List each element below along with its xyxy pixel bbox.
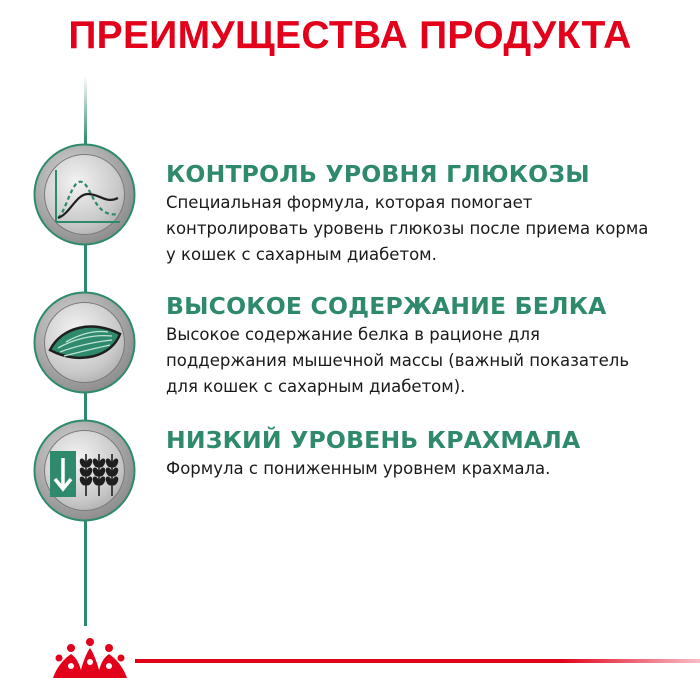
page-title: ПРЕИМУЩЕСТВА ПРОДУКТА (68, 14, 632, 57)
benefit-desc-glucose (166, 190, 686, 268)
benefit-heading-starch: НИЗКИЙ УРОВЕНЬ КРАХМАЛА (166, 426, 581, 454)
benefit-heading-protein: ВЫСОКОЕ СОДЕРЖАНИЕ БЕЛКА (166, 292, 607, 320)
glucose-curve-icon (32, 142, 137, 247)
desc-line: у кошек с сахарным диабетом. (166, 245, 437, 264)
benefit-desc-protein (166, 322, 686, 400)
desc-line: Специальная формула, которая помогает (166, 193, 533, 212)
protein-badge (32, 290, 137, 395)
royal-canin-crown-logo (47, 636, 133, 686)
desc-line: Формула с пониженным уровнем крахмала. (166, 459, 551, 478)
low-starch-icon (32, 418, 137, 523)
starch-badge (32, 418, 137, 523)
benefit-desc-starch (166, 456, 686, 482)
desc-line: Высокое содержание белка в рационе для (166, 325, 540, 344)
glucose-badge (32, 142, 137, 247)
footer-divider (135, 659, 700, 663)
desc-line: поддержания мышечной массы (важный показатель (166, 351, 630, 370)
muscle-icon (32, 290, 137, 395)
benefit-heading-glucose: КОНТРОЛЬ УРОВНЯ ГЛЮКОЗЫ (166, 160, 590, 188)
desc-line: контролировать уровень глюкозы после приема корма (166, 219, 649, 238)
desc-line: для кошек с сахарным диабетом). (166, 377, 466, 396)
